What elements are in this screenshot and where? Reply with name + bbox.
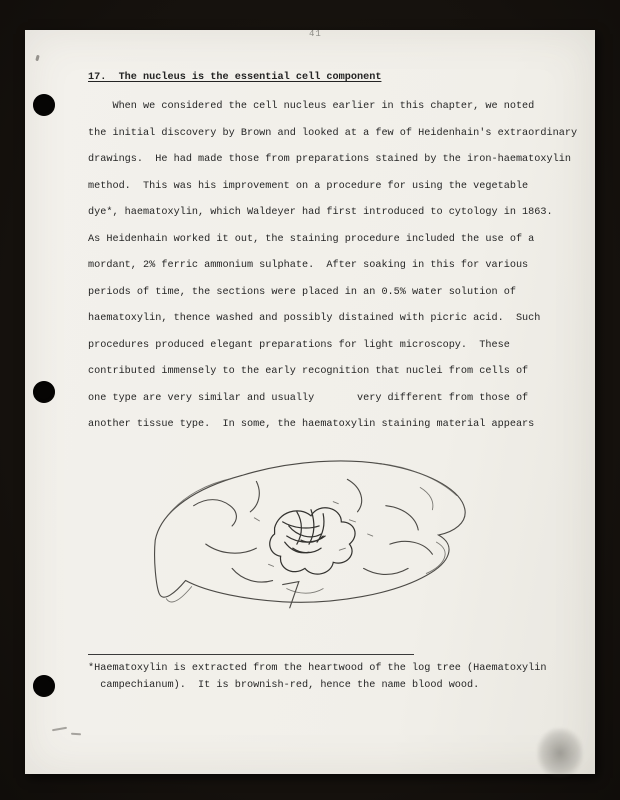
hole-punch: [33, 94, 55, 116]
pencil-mark: [71, 733, 81, 736]
hole-punch: [33, 675, 55, 697]
body-line: another tissue type. In some, the haematoxylin staining material appears: [88, 419, 535, 430]
body-text: [88, 94, 577, 439]
body-line: mordant, 2% ferric ammonium sulphate. After soaking in this for various: [88, 260, 529, 271]
body-line: When we considered the cell nucleus earlier in this chapter, we noted: [88, 101, 535, 112]
hole-punch: [33, 381, 55, 403]
document-page: [25, 30, 595, 774]
footnote-rule: [88, 654, 414, 655]
body-line: contributed immensely to the early recognition that nuclei from cells of: [88, 366, 529, 377]
footnote: [88, 661, 547, 694]
body-line: haematoxylin, thence washed and possibly distained with picric acid. Such: [88, 313, 541, 324]
body-line: procedures produced elegant preparations for light microscopy. These: [88, 339, 510, 351]
body-line: dye*, haematoxylin, which Waldeyer had first introduced to cytology in 1863.: [88, 207, 553, 218]
smudge-mark: [537, 728, 583, 778]
body-line: drawings. He had made those from preparations stained by the iron-haematoxylin: [88, 154, 571, 165]
footnote-line: *Haematoxylin is extracted from the heartwood of the log tree (Haematoxylin: [88, 663, 547, 674]
cell-sketch: [135, 446, 487, 620]
page-number: 41: [309, 29, 322, 39]
pencil-mark: [52, 727, 67, 732]
body-line: method. This was his improvement on a procedure for using the vegetable: [88, 180, 529, 192]
corner-mark: [35, 55, 39, 62]
footnote-line: campechianum). It is brownish-red, hence the name blood wood.: [88, 679, 480, 691]
body-line: periods of time, the sections were placed in an 0.5% water solution of: [88, 286, 516, 298]
body-line: one type are very similar and usually very different from those of: [88, 392, 529, 404]
body-line: the initial discovery by Brown and looked at a few of Heidenhain's extraordinary: [88, 127, 578, 139]
section-heading: 17. The nucleus is the essential cell component: [88, 72, 382, 83]
body-line: As Heidenhain worked it out, the staining procedure included the use of a: [88, 233, 535, 245]
